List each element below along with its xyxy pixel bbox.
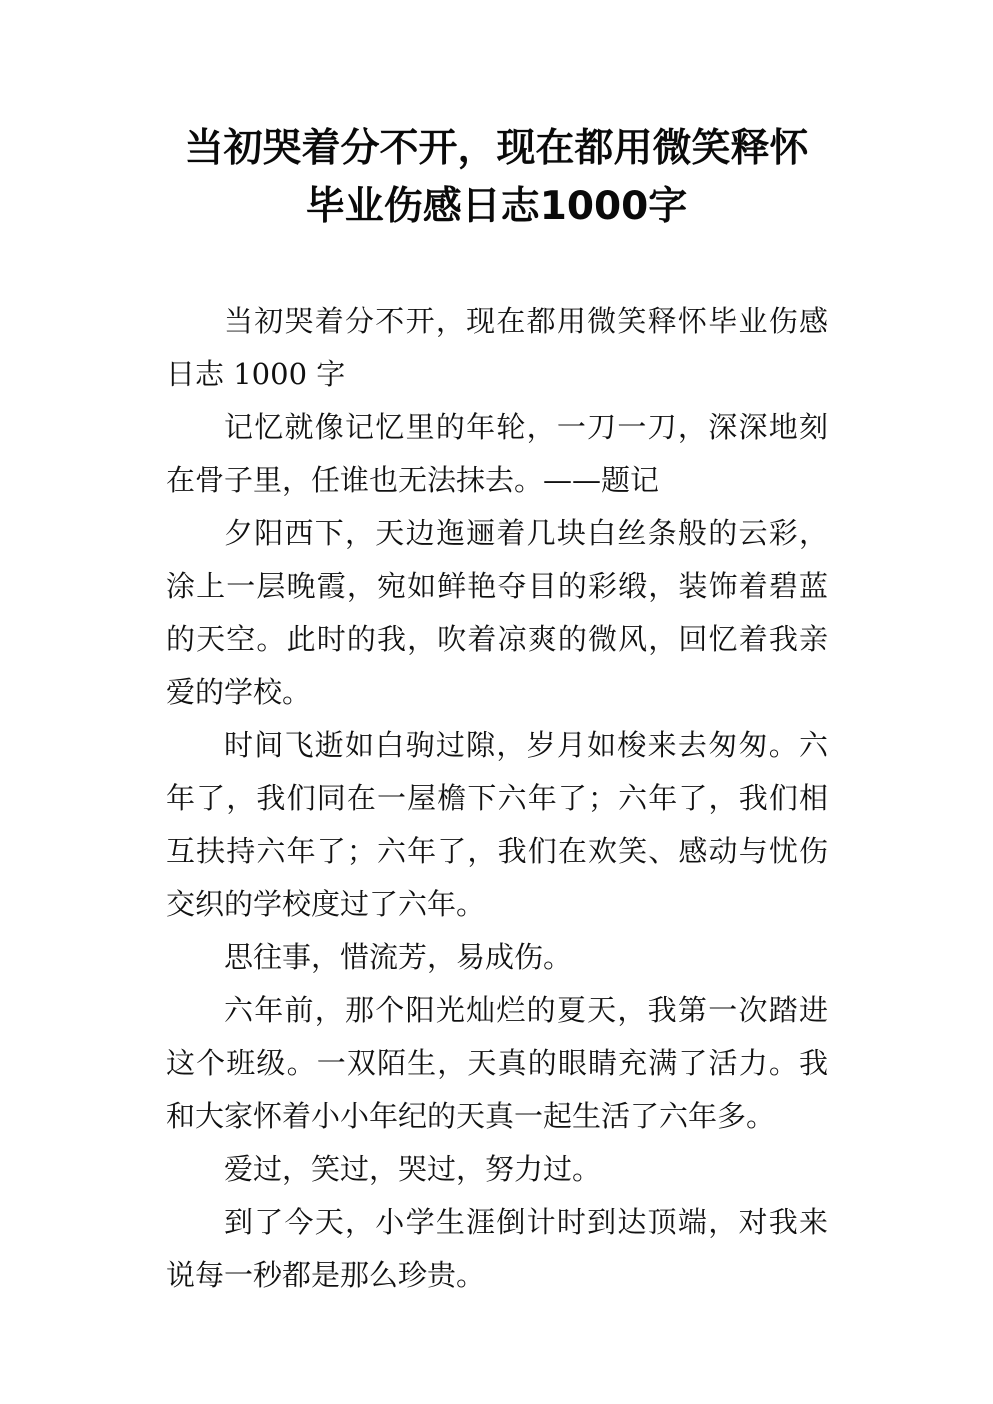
paragraph-six-years: 时间飞逝如白驹过隙，岁月如梭来去匆匆。六年了，我们同在一屋檐下六年了；六年了，我们相互扶持六年了；六年了，我们在欢笑、感动与忧伤交织的学校度过了六年。 [166, 728, 828, 921]
paragraph-sunset: 夕阳西下，天边迤逦着几块白丝条般的云彩，涂上一层晚霞，宛如鲜艳夺目的彩缎，装饰着碧蓝的天空。此时的我，吹着凉爽的微风，回忆着我亲爱的学校。 [166, 516, 828, 709]
paragraph-epigraph: 记忆就像记忆里的年轮，一刀一刀，深深地刻在骨子里，任谁也无法抹去。——题记 [166, 410, 828, 497]
paragraph-past-things: 思往事，惜流芳，易成伤。 [224, 940, 573, 974]
title-line-2: 毕业伤感日志1000字 [305, 184, 688, 229]
paragraph-six-years-ago: 六年前，那个阳光灿烂的夏天，我第一次踏进这个班级。一双陌生，天真的眼睛充满了活力。我和大家怀着小小年纪的天真一起生活了六年多。 [166, 993, 828, 1133]
paragraph-today: 到了今天，小学生涯倒计时到达顶端，对我来说每一秒都是那么珍贵。 [166, 1205, 828, 1292]
paragraph-heading-repeat: 当初哭着分不开，现在都用微笑释怀毕业伤感日志 1000 字 [166, 304, 828, 391]
title-line-1: 当初哭着分不开，现在都用微笑释怀 [184, 126, 809, 171]
document-body [166, 295, 828, 1302]
document-title [120, 120, 873, 236]
paragraph-loved-laughed: 爱过，笑过，哭过，努力过。 [224, 1152, 602, 1186]
